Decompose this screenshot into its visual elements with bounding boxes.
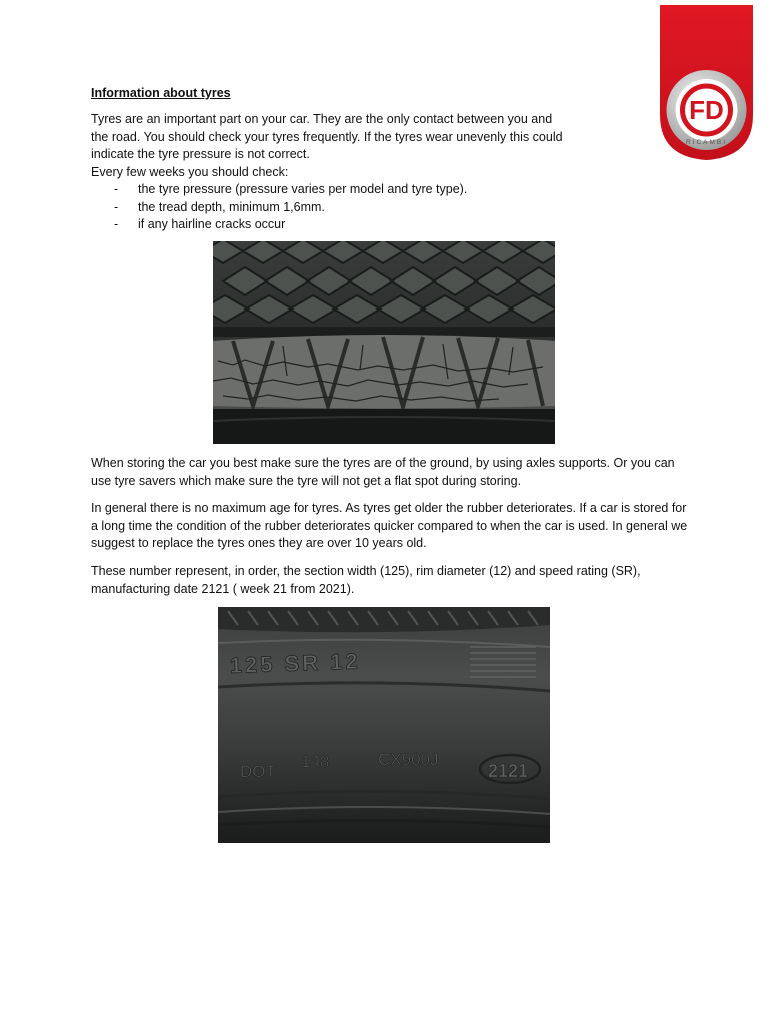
check-intro: Every few weeks you should check: (91, 164, 289, 179)
intro-block (91, 111, 566, 234)
tyre-age-paragraph: In general there is no maximum age for tyres. As tyres get older the rubber deteriorates. If a car is stored for a long time the condition of the rubber deteriorates quicker compared to when the car is used. In general we suggest to replace the tyres ones they are over 10 years old. (91, 501, 688, 550)
intro-paragraph: Tyres are an important part on your car. They are the only contact between you and the road. You should check your tyres frequently. If the tyres wear unevenly this could indicate the tyre pressure is not correct. (91, 112, 563, 161)
tyre-size-marking: 125 SR 12 (229, 648, 362, 678)
check-list (91, 181, 566, 234)
tyre-id-marking: CX900J (378, 750, 439, 769)
plant-code-marking: 148 (301, 752, 330, 771)
page-title: Information about tyres (91, 86, 231, 100)
logo-mark: FD (689, 95, 724, 125)
brand-logo (660, 5, 753, 160)
check-item-pressure: - the tyre pressure (pressure varies per model and tyre type). (91, 181, 566, 199)
date-code-marking: 2121 (488, 761, 529, 781)
storage-paragraph: When storing the car you best make sure the tyres are of the ground, by using axles supports. Or you can use tyre savers which make sure the tyre will not get a flat spot during storing. (91, 456, 675, 488)
cracked-tread-photo (213, 241, 555, 444)
logo-subtext: RICAMBI (685, 139, 728, 146)
markings-paragraph: These number represent, in order, the section width (125), rim diameter (12) and speed rating (SR), manufacturing date 2121 ( week 21 from 2021). (91, 564, 641, 596)
check-item-cracks: - if any hairline cracks occur (91, 216, 566, 234)
sidewall-markings-photo (218, 607, 550, 843)
dot-marking: DOT (240, 762, 276, 781)
check-item-tread: - the tread depth, minimum 1,6mm. (91, 199, 566, 217)
